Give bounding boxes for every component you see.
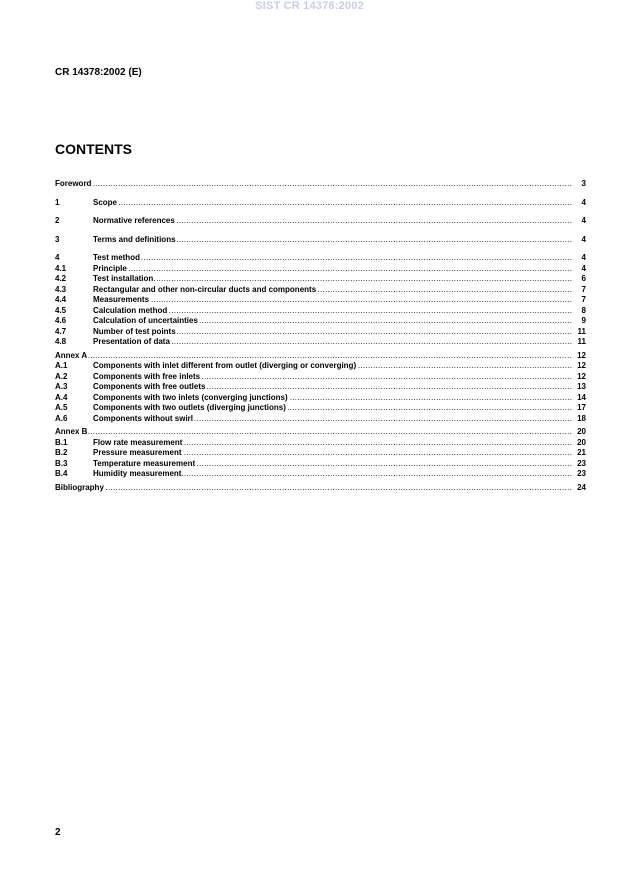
- toc-entry-principle[interactable]: [55, 264, 586, 275]
- toc-entry-title: Test installation .....: [93, 274, 572, 285]
- toc-entry-number: 4.2: [55, 274, 67, 283]
- toc-entry-page: 4: [581, 263, 586, 273]
- toc-entry-title: Pressure measurement .....: [93, 448, 572, 459]
- toc-entry-title: Humidity measurement .....: [93, 469, 572, 480]
- contents-heading: CONTENTS: [55, 141, 132, 157]
- toc-entry-page: 13: [577, 382, 586, 391]
- toc-entry-title: Calculation of uncertainties .....: [93, 316, 572, 327]
- toc-entry-test-installation[interactable]: [55, 274, 586, 285]
- toc-entry-number: A.1: [55, 361, 68, 370]
- toc-entry-page: 24: [577, 482, 586, 492]
- toc-entry-number: A.6: [55, 413, 68, 423]
- toc-entry-terms-and-definitions[interactable]: [55, 235, 586, 246]
- toc-entry-foreword[interactable]: [55, 179, 586, 190]
- toc-entry-page: 11: [577, 337, 586, 346]
- toc-entry-number: 4.1: [55, 263, 67, 273]
- toc-entry-number: A.2: [55, 371, 68, 381]
- toc-entry-number: B.3: [55, 458, 68, 468]
- toc-entry-page: 3: [581, 179, 586, 188]
- toc-entry-number: 4: [55, 253, 60, 262]
- toc-entry-a6[interactable]: [55, 414, 586, 425]
- toc-entry-calculation-method[interactable]: [55, 306, 586, 317]
- toc-entry-title: Principle .....: [93, 264, 572, 275]
- toc-entry-page: 12: [577, 361, 586, 370]
- toc-entry-number: 1: [55, 197, 60, 207]
- toc-entry-bibliography[interactable]: [55, 483, 586, 494]
- toc-entry-number: 4.3: [55, 284, 67, 294]
- toc-entry-annex-a[interactable]: [55, 351, 586, 362]
- toc-entry-page: 23: [577, 458, 586, 468]
- toc-entry-page: 6: [581, 274, 586, 283]
- toc-entry-number: 4.5: [55, 305, 67, 315]
- toc-entry-a4[interactable]: [55, 393, 586, 404]
- toc-entry-title: Annex B .....: [55, 427, 572, 438]
- toc-entry-page: 21: [577, 448, 586, 457]
- toc-entry-page: 4: [581, 234, 586, 244]
- toc-entry-b2[interactable]: [55, 448, 586, 459]
- toc-entry-measurements[interactable]: [55, 295, 586, 306]
- page-number: 2: [55, 827, 61, 838]
- toc-entry-page: 11: [577, 326, 586, 336]
- toc-entry-page: 14: [577, 392, 586, 402]
- toc-entry-page: 12: [577, 371, 586, 381]
- toc-entry-test-method[interactable]: [55, 253, 586, 264]
- toc-entry-rectangular-ducts[interactable]: [55, 285, 586, 296]
- toc-entry-title: Components with two inlets (converging junctions) .....: [93, 393, 572, 404]
- document-identifier: CR 14378:2002 (E): [55, 67, 142, 78]
- toc-entry-page: 4: [581, 216, 586, 225]
- toc-entry-a1[interactable]: [55, 361, 586, 372]
- toc-entry-number: B.1: [55, 437, 68, 447]
- toc-entry-title: Bibliography .....: [55, 483, 572, 494]
- toc-entry-title: Components without swirl .....: [93, 414, 572, 425]
- toc-entry-number: 4.8: [55, 337, 67, 346]
- toc-entry-title: Components with inlet different from outlet (diverging or converging) .....: [93, 361, 572, 372]
- table-of-contents: [55, 179, 586, 493]
- toc-entry-number: 4.6: [55, 316, 67, 325]
- toc-entry-title: Scope .....: [93, 198, 572, 209]
- toc-entry-title: Components with free inlets .....: [93, 372, 572, 383]
- toc-entry-page: 4: [581, 253, 586, 262]
- toc-entry-title: Number of test points .....: [93, 327, 572, 338]
- toc-entry-number: 2: [55, 216, 60, 225]
- toc-entry-title: Terms and definitions .....: [93, 235, 572, 246]
- toc-entry-number: A.5: [55, 403, 68, 412]
- toc-entry-title: Rectangular and other non-circular ducts and components .....: [93, 285, 572, 296]
- toc-entry-page: 9: [581, 316, 586, 325]
- toc-entry-page: 4: [581, 197, 586, 207]
- toc-entry-b4[interactable]: [55, 469, 586, 480]
- toc-entry-a3[interactable]: [55, 382, 586, 393]
- toc-entry-title: Foreword .....: [55, 179, 572, 190]
- toc-entry-page: 20: [577, 427, 586, 436]
- toc-entry-number: A.3: [55, 382, 68, 391]
- toc-entry-presentation-of-data[interactable]: [55, 337, 586, 348]
- toc-entry-title: Annex A .....: [55, 351, 572, 362]
- toc-entry-number: A.4: [55, 392, 68, 402]
- toc-entry-page: 12: [577, 350, 586, 360]
- toc-entry-title: Components with two outlets (diverging junctions) .....: [93, 403, 572, 414]
- toc-entry-calculation-of-uncertainties[interactable]: [55, 316, 586, 327]
- toc-entry-title: Temperature measurement .....: [93, 459, 572, 470]
- toc-entry-page: 23: [577, 469, 586, 478]
- toc-entry-title: Calculation method .....: [93, 306, 572, 317]
- toc-entry-title: Normative references .....: [93, 216, 572, 227]
- toc-entry-title: Presentation of data .....: [93, 337, 572, 348]
- toc-entry-page: 18: [577, 413, 586, 423]
- toc-entry-b3[interactable]: [55, 459, 586, 470]
- toc-entry-a5[interactable]: [55, 403, 586, 414]
- toc-entry-page: 20: [577, 437, 586, 447]
- toc-entry-title: Flow rate measurement .....: [93, 438, 572, 449]
- toc-entry-page: 7: [581, 284, 586, 294]
- toc-entry-number-of-test-points[interactable]: [55, 327, 586, 338]
- toc-entry-b1[interactable]: [55, 438, 586, 449]
- toc-entry-number: B.4: [55, 469, 68, 478]
- toc-entry-annex-b[interactable]: [55, 427, 586, 438]
- toc-entry-page: 8: [581, 305, 586, 315]
- toc-entry-number: 3: [55, 234, 60, 244]
- toc-entry-normative-references[interactable]: [55, 216, 586, 227]
- toc-entry-number: B.2: [55, 448, 68, 457]
- toc-entry-title: Components with free outlets .....: [93, 382, 572, 393]
- toc-entry-page: 7: [581, 295, 586, 304]
- toc-entry-a2[interactable]: [55, 372, 586, 383]
- toc-entry-page: 17: [577, 403, 586, 412]
- toc-entry-number: 4.4: [55, 295, 67, 304]
- toc-entry-number: 4.7: [55, 326, 67, 336]
- toc-entry-title: Measurements .....: [93, 295, 572, 306]
- toc-entry-scope[interactable]: [55, 198, 586, 209]
- toc-entry-title: Test method .....: [93, 253, 572, 264]
- watermark-text: SIST CR 14378:2002: [255, 0, 364, 12]
